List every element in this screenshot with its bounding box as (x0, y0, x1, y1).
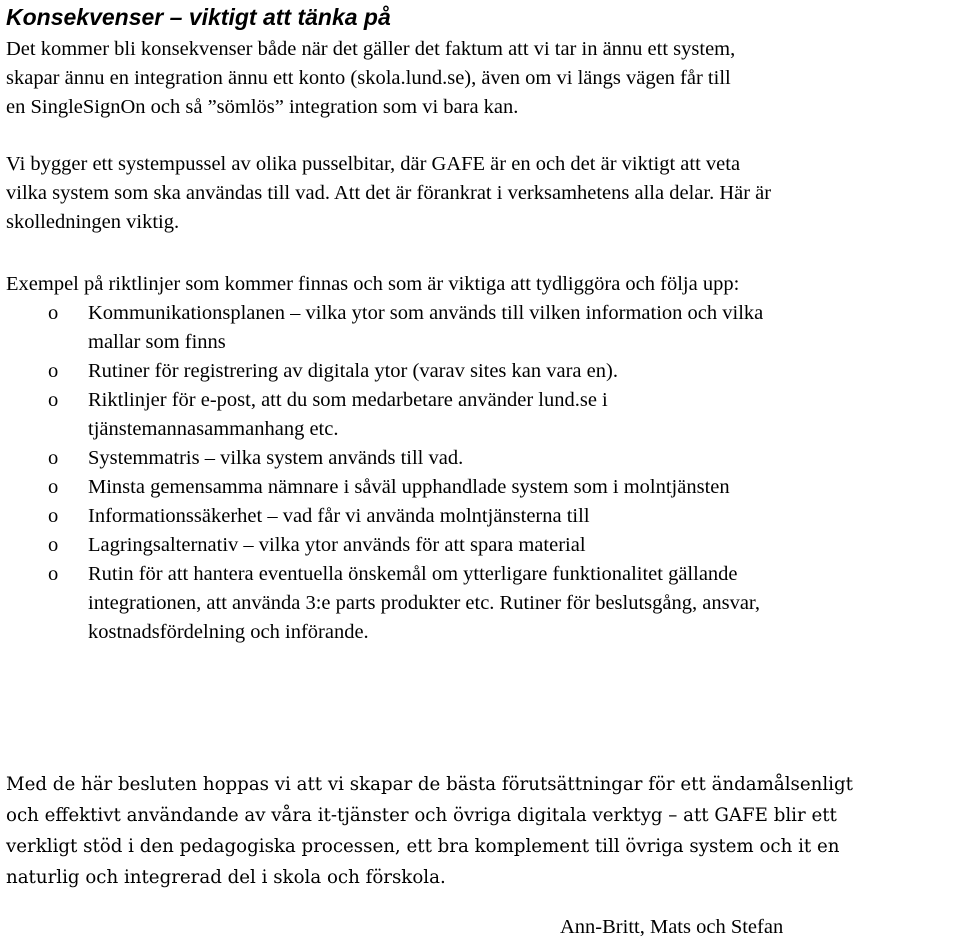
examples-intro: Exempel på riktlinjer som kommer finnas och som är viktiga att tydliggöra och följa upp: (6, 273, 740, 295)
bullet-marker: o (48, 302, 59, 324)
intro-line: Det kommer bli konsekvenser både när det gäller det faktum att vi tar in ännu ett system, (6, 38, 736, 60)
bullet-marker: o (48, 476, 59, 498)
intro-paragraph (6, 35, 956, 122)
list-item (6, 560, 956, 647)
list-item-line: Rutiner för registrering av digitala ytor (varav sites kan vara en). (88, 360, 618, 382)
bullet-marker: o (48, 447, 59, 469)
bullet-marker: o (48, 389, 59, 411)
bullet-marker: o (48, 360, 59, 382)
signature: Ann-Britt, Mats och Stefan (560, 916, 784, 938)
list-item-line: Lagringsalternativ – vilka ytor används för att spara material (88, 534, 586, 556)
conclusion-line: verkligt stöd i den pedagogiska processen, ett bra komplement till övriga system och it en (6, 836, 840, 857)
conclusion-paragraph (6, 769, 956, 893)
list-item-line: kostnadsfördelning och införande. (88, 621, 369, 643)
puzzle-paragraph (6, 150, 956, 237)
conclusion-line: naturlig och integrerad del i skola och förskola. (6, 867, 446, 888)
conclusion-line: Med de här besluten hoppas vi att vi skapar de bästa förutsättningar för ett ändamålsenligt (6, 774, 853, 795)
list-item (6, 531, 956, 560)
intro-line: en SingleSignOn och så ”sömlös” integration som vi bara kan. (6, 96, 519, 118)
puzzle-line: Vi bygger ett systempussel av olika pusselbitar, där GAFE är en och det är viktigt att veta (6, 153, 741, 175)
puzzle-line: skolledningen viktig. (6, 211, 180, 233)
list-item-line: Informationssäkerhet – vad får vi använda molntjänsterna till (88, 505, 590, 527)
list-item-line: mallar som finns (88, 331, 226, 353)
list-item-line: Riktlinjer för e-post, att du som medarbetare använder lund.se i (88, 389, 608, 411)
list-item (6, 386, 956, 444)
list-item (6, 444, 956, 473)
section-heading: Konsekvenser – viktigt att tänka på (6, 4, 391, 30)
bullet-marker: o (48, 563, 59, 585)
list-item (6, 299, 956, 357)
list-item (6, 357, 956, 386)
conclusion-line: och effektivt användande av våra it-tjänster och övriga digitala verktyg – att GAFE blir ett (6, 805, 837, 826)
bullet-marker: o (48, 505, 59, 527)
list-item-line: Minsta gemensamma nämnare i såväl upphandlade system som i molntjänsten (88, 476, 730, 498)
list-item-line: Kommunikationsplanen – vilka ytor som används till vilken information och vilka (88, 302, 764, 324)
list-item-line: Rutin för att hantera eventuella önskemål om ytterligare funktionalitet gällande (88, 563, 738, 585)
puzzle-line: vilka system som ska användas till vad. Att det är förankrat i verksamhetens alla delar. Här är (6, 182, 772, 204)
list-item-line: tjänstemannasammanhang etc. (88, 418, 339, 440)
list-item (6, 502, 956, 531)
guideline-list (6, 299, 956, 647)
bullet-marker: o (48, 534, 59, 556)
intro-line: skapar ännu en integration ännu ett konto (skola.lund.se), även om vi längs vägen får till (6, 67, 731, 89)
list-item-line: integrationen, att använda 3:e parts produkter etc. Rutiner för beslutsgång, ansvar, (88, 592, 761, 614)
list-item-line: Systemmatris – vilka system används till vad. (88, 447, 464, 469)
list-item (6, 473, 956, 502)
